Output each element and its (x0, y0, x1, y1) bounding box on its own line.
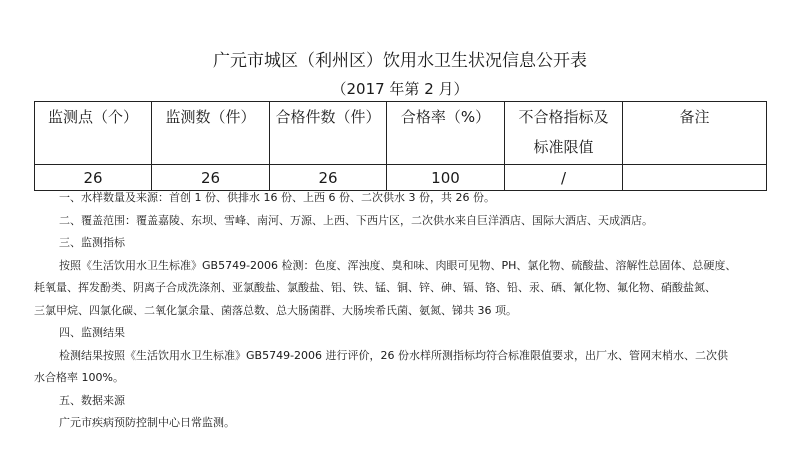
monitoring-table (34, 101, 767, 191)
section-source-heading: 五、数据来源 (59, 393, 125, 407)
cell-monitoring-count: 26 (152, 165, 270, 191)
section-sample-source: 一、水样数量及来源：首创 1 份、供排水 16 份、上西 6 份、二次供水 3 份，共 26 份。 (59, 191, 495, 204)
report-body (34, 187, 775, 435)
section-indicators-heading: 三、监测指标 (59, 236, 125, 249)
header-monitoring-points: 监测点（个） (35, 102, 152, 165)
table-header-row (35, 102, 767, 165)
cell-qualified-count: 26 (270, 165, 387, 191)
header-remarks: 备注 (623, 102, 767, 165)
section-indicators-line: 三氯甲烷、四氯化碳、二氧化氯余量、菌落总数、总大肠菌群、大肠埃希氏菌、氨氮、锑共 36 项。 (34, 303, 517, 317)
section-coverage: 二、覆盖范围：覆盖嘉陵、东坝、雪峰、南河、万源、上西、下西片区，二次供水来自巨洋酒店、国际大酒店、天成酒店。 (59, 213, 653, 227)
cell-monitoring-points: 26 (35, 165, 152, 191)
section-indicators-line: 耗氧量、挥发酚类、阴离子合成洗涤剂、亚氯酸盐、氯酸盐、铝、铁、锰、铜、锌、砷、镉、铬、铅、汞、硒、氰化物、氟化物、硝酸盐氮、 (34, 281, 716, 294)
cell-pass-rate: 100 (387, 165, 505, 191)
header-pass-rate: 合格率（%） (387, 102, 505, 165)
page-title: 广元市城区（利州区）饮用水卫生状况信息公开表 (213, 51, 587, 71)
section-indicators-line: 按照《生活饮用水卫生标准》GB5749-2006 检测：色度、浑浊度、臭和味、肉眼可见物、PH、氯化物、硫酸盐、溶解性总固体、总硬度、 (59, 258, 737, 272)
cell-unqualified-indicators: / (505, 165, 623, 191)
page-subtitle: （2017 年第 2 月） (331, 80, 469, 98)
section-source-line: 广元市疾病预防控制中心日常监测。 (59, 416, 235, 429)
section-results-line: 水合格率 100%。 (34, 371, 124, 384)
section-results-line: 检测结果按照《生活饮用水卫生标准》GB5749-2006 进行评价，26 份水样所测指标均符合标准限值要求，出厂水、管网末梢水、二次供 (59, 348, 729, 362)
header-qualified-count: 合格件数（件） (270, 102, 387, 165)
header-unqualified-indicators: 不合格指标及 标准限值 (505, 102, 623, 165)
header-monitoring-count: 监测数（件） (152, 102, 270, 165)
section-results-heading: 四、监测结果 (59, 326, 125, 339)
